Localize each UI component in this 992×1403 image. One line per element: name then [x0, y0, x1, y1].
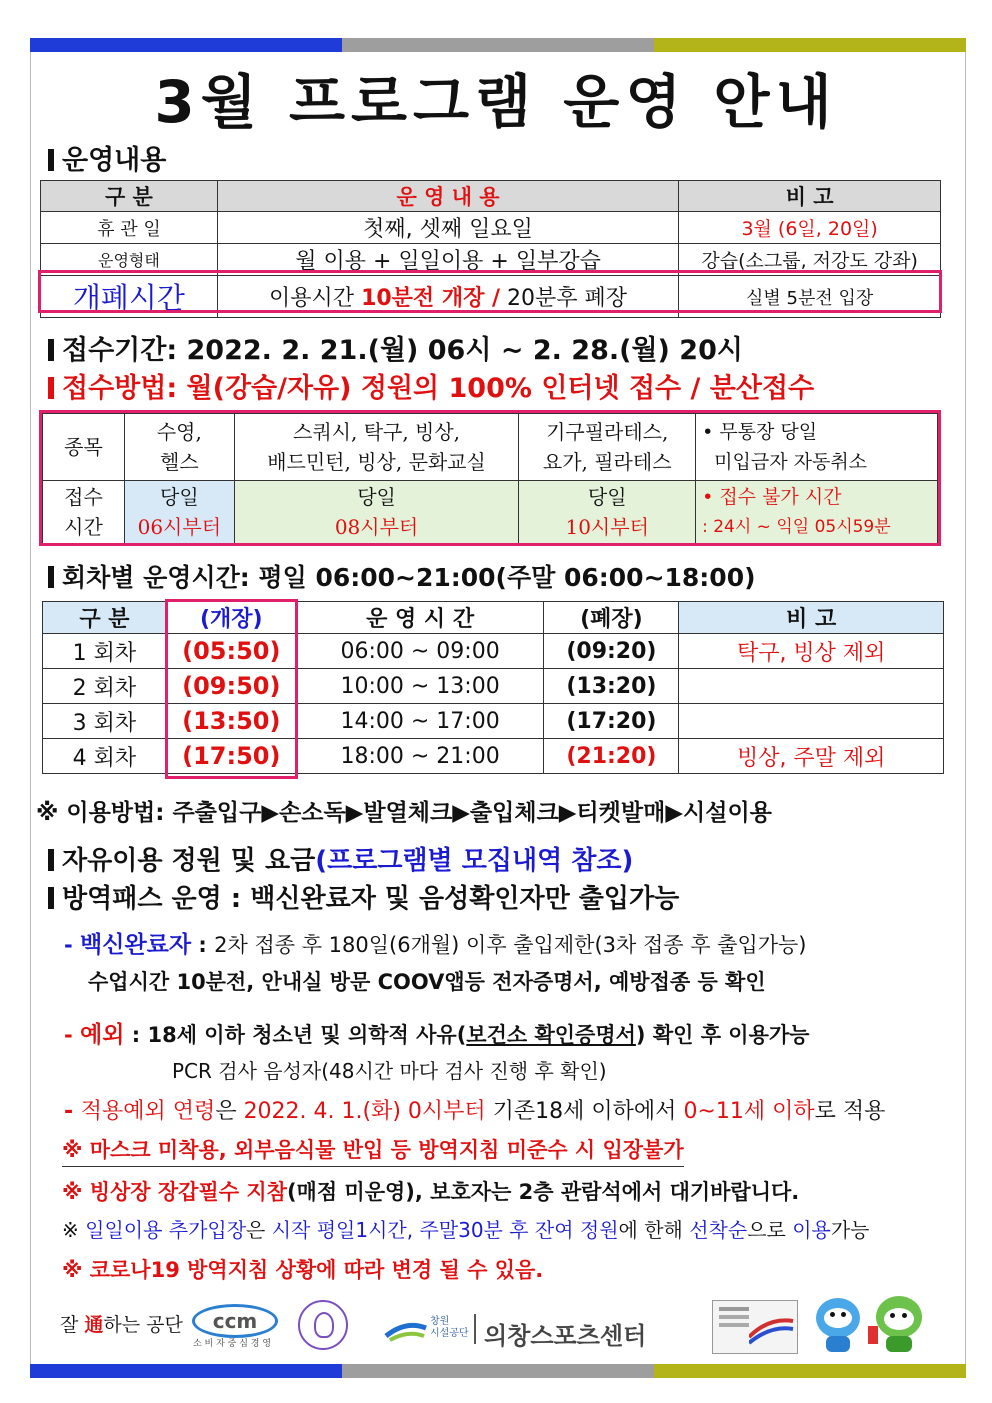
- text-part: ) 확인 후 이용가능: [635, 1023, 810, 1047]
- covid-notice: ※ 코로나19 방역지침 상황에 따라 변경 될 수 있음.: [62, 1258, 544, 1282]
- age-line: [64, 1094, 885, 1125]
- text-part: ※: [62, 1218, 86, 1242]
- skating-notice: [62, 1176, 799, 1206]
- top-color-bar: [30, 38, 966, 52]
- certification-logo-icon: [712, 1300, 798, 1354]
- section-heading: 자유이용 정원 및 요금: [62, 846, 316, 876]
- text-part: 이용시간: [269, 286, 362, 311]
- text-part: 은: [215, 1099, 244, 1124]
- day-text: 당일: [587, 485, 627, 509]
- ccm-text: ccm: [192, 1304, 278, 1338]
- section-heading: 회차별 운영시간: 평일 06:00~21:00(주말 06:00~18:00): [62, 563, 756, 592]
- time-text: 08시부터: [334, 515, 419, 539]
- mascot-green-icon: [868, 1296, 930, 1354]
- center-name: 의창스포츠센터: [484, 1322, 647, 1350]
- session-note: 빙상, 주말 제외: [679, 739, 944, 774]
- header-cell: 비 고: [679, 602, 944, 634]
- text-part: 가능: [830, 1218, 870, 1242]
- section-operation: [48, 138, 166, 177]
- session-time: 10:00 ~ 13:00: [296, 669, 544, 704]
- ccm-logo: [186, 1302, 278, 1348]
- section-heading: 방역패스 운영 : 백신완료자 및 음성확인자만 출입가능: [62, 884, 680, 914]
- session-time: 14:00 ~ 17:00: [296, 704, 544, 739]
- text-part: -: [64, 1099, 81, 1124]
- session-time: 18:00 ~ 21:00: [296, 739, 544, 774]
- session-note: 탁구, 빙상 제외: [679, 634, 944, 669]
- text-part: 로 적용: [814, 1099, 886, 1124]
- text-part: 2차 접종 후 180일(6개월) 이후 출입제한(3차 접종 후 출입가능): [214, 933, 807, 957]
- human-rights-logo-icon: [298, 1300, 348, 1350]
- text-part: 하는 공단: [103, 1314, 183, 1336]
- open-time: (09:50): [166, 669, 296, 704]
- highlight-box: [38, 270, 942, 313]
- page-title: 3월 프로그램 운영 안내: [154, 68, 838, 136]
- text-part: -: [64, 1023, 81, 1047]
- row-note: 실별 5분전 입장: [679, 276, 941, 318]
- daily-entry-notice: [62, 1214, 869, 1243]
- exception-line-2: PCR 검사 음성자(48시간 마다 검사 진행 후 확인): [172, 1059, 607, 1083]
- center-logo: [384, 1312, 684, 1352]
- row-content: 월 이용 + 일일이용 + 일부강습: [217, 244, 678, 276]
- header-cell: (개장): [166, 602, 296, 634]
- header-cell: 운 영 시 간: [296, 602, 544, 634]
- section-heading-note: (프로그램별 모집내역 참조): [315, 846, 634, 876]
- highlight-box: [165, 599, 298, 779]
- text-part: 보건소 확인증명서: [466, 1023, 636, 1047]
- row-label: 휴 관 일: [41, 212, 218, 244]
- row-note: 3월 (6일, 20일): [679, 212, 941, 244]
- text-part: 일일이용 추가입장: [85, 1218, 247, 1242]
- text-part: -: [64, 933, 81, 957]
- time-text: 10시부터: [565, 515, 649, 539]
- text-part: 선착순: [689, 1218, 748, 1242]
- session-note: [679, 669, 944, 704]
- usage-line: ※ 이용방법: 주출입구▶손소독▶발열체크▶출입체크▶티켓발매▶시설이용: [36, 800, 772, 826]
- note-text: • 접수 불가 시간: [702, 486, 842, 508]
- day-text: 당일: [160, 485, 199, 509]
- header-cell: 운 영 내 용: [217, 181, 678, 212]
- session-time: 06:00 ~ 09:00: [296, 634, 544, 669]
- text-part: 20분후 폐장: [500, 286, 628, 311]
- open-time: (05:50): [166, 634, 296, 669]
- text-part: :: [191, 933, 215, 957]
- text-part: 0~11세 이하: [683, 1099, 815, 1124]
- section-heading: 운영내용: [62, 145, 167, 176]
- close-time: (17:20): [544, 704, 679, 739]
- text-part: 10분전 개장 /: [361, 286, 501, 311]
- text-part: (매점 미운영), 보호자는 2층 관람석에서 대기바랍니다.: [286, 1180, 800, 1204]
- text-part: 은: [246, 1218, 272, 1242]
- ccm-subtext: 소 비 자 중 심 경 영: [192, 1339, 272, 1349]
- row-label: 개폐시간: [41, 276, 218, 318]
- section-heading: 접수기간: 2022. 2. 21.(월) 06시 ~ 2. 28.(월) 20시: [62, 335, 743, 366]
- swoosh-icon: [384, 1318, 428, 1344]
- text-part: 으로: [747, 1218, 793, 1242]
- sport-cell: 스쿼시, 탁구, 빙상, 배드민턴, 빙상, 문화교실: [234, 414, 519, 481]
- table-header-row: [41, 181, 941, 212]
- row-label: 접수 시간: [43, 481, 125, 544]
- header-cell: (폐장): [544, 602, 679, 634]
- section-method: [48, 366, 814, 405]
- section-free-use: [48, 840, 633, 877]
- session-no: 4 회차: [43, 739, 167, 774]
- section-heading: 접수방법: 월(강습/자유) 정원의 100% 인터넷 접수 / 분산접수: [62, 373, 815, 404]
- row-content: 첫째, 셋째 일요일: [217, 212, 678, 244]
- section-sessions: [48, 558, 756, 594]
- text-part: : 18세 이하 청소년 및 의학적 사유(: [124, 1023, 467, 1047]
- text-part: ※ 빙상장 장갑필수 지참: [62, 1180, 287, 1204]
- row-label: 운영형태: [41, 244, 218, 276]
- header-cell: 구 분: [43, 602, 167, 634]
- header-cell: 구 분: [41, 181, 218, 212]
- text-part: 잘: [60, 1314, 85, 1336]
- text-part: 이용: [792, 1218, 831, 1242]
- exception-line: [64, 1016, 809, 1049]
- highlight-box: [39, 410, 941, 546]
- session-no: 1 회차: [43, 634, 167, 669]
- close-time: (21:20): [544, 739, 679, 774]
- session-no: 3 회차: [43, 704, 167, 739]
- bottom-color-bar: [30, 1364, 966, 1378]
- header-cell: 비 고: [679, 181, 941, 212]
- text-part: 백신완료자: [80, 932, 192, 958]
- sport-cell: 기구필라테스, 요가, 필라테스: [519, 414, 696, 481]
- text-part: 시작 평일1시간, 주말30분 후 잔여 정원: [271, 1218, 619, 1242]
- vaccine-line-2: 수업시간 10분전, 안내실 방문 COOV앱등 전자증명서, 예방접종 등 확인: [88, 970, 766, 994]
- day-text: 당일: [357, 485, 396, 509]
- session-no: 2 회차: [43, 669, 167, 704]
- open-time: (17:50): [166, 739, 296, 774]
- text-part: 2022. 4. 1.(화) 0시부터: [243, 1099, 486, 1124]
- center-small-text: 창원 시설공단: [430, 1316, 469, 1339]
- note-cell: • 무통장 당일 미입금자 자동취소: [696, 414, 938, 481]
- section-pass: [48, 878, 679, 915]
- note-text: : 24시 ~ 익일 05시59분: [702, 517, 891, 537]
- close-time: (09:20): [544, 634, 679, 669]
- text-part: 기존18세 이하에서: [485, 1099, 684, 1124]
- vaccine-line: [64, 926, 807, 959]
- section-period: [48, 328, 743, 367]
- session-note: [679, 704, 944, 739]
- text-part: 예외: [80, 1022, 125, 1048]
- table-row: [41, 212, 941, 244]
- open-time: (13:50): [166, 704, 296, 739]
- slogan: [60, 1310, 183, 1337]
- row-label: 종목: [43, 414, 125, 481]
- row-note: 강습(소그룹, 저강도 강좌): [679, 244, 941, 276]
- mascot-blue-icon: [810, 1296, 866, 1354]
- close-time: (13:20): [544, 669, 679, 704]
- mask-notice: ※ 마스크 미착용, 외부음식물 반입 등 방역지침 미준수 시 입장불가: [62, 1134, 684, 1167]
- time-text: 06시부터: [137, 515, 222, 539]
- text-part: 에 한해: [618, 1218, 690, 1242]
- text-part: 적용예외 연령: [80, 1099, 216, 1124]
- sport-cell: 수영, 헬스: [124, 414, 234, 481]
- text-part: 通: [84, 1314, 104, 1336]
